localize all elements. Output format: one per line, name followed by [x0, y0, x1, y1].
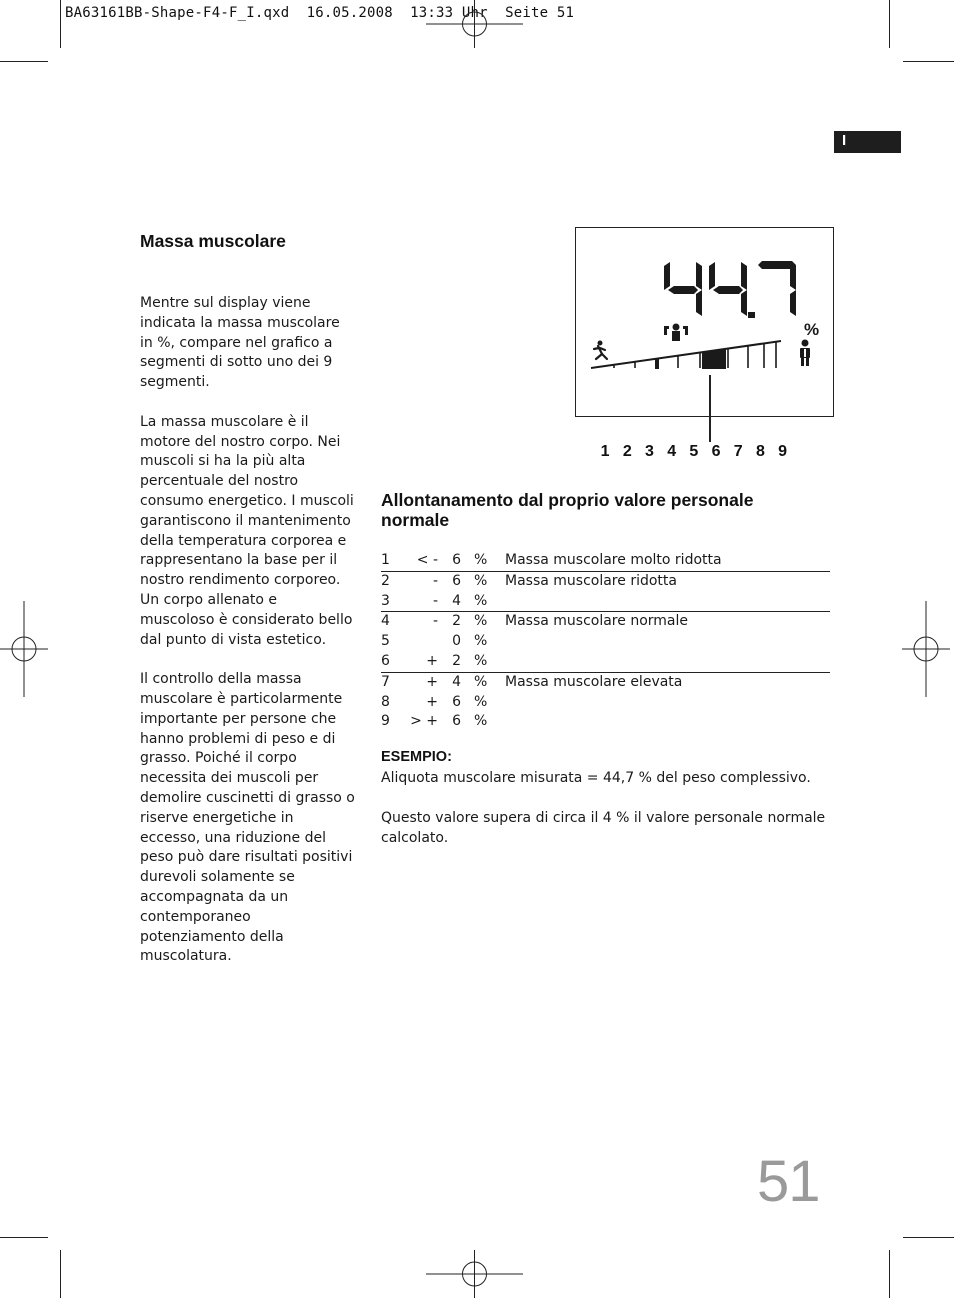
row-unit: % — [474, 552, 488, 568]
segment-number: 3 — [645, 443, 654, 460]
segment-number: 2 — [622, 443, 632, 460]
row-operator: + — [426, 673, 438, 690]
lcd-unit: % — [804, 320, 820, 339]
registration-mark-bottom-icon — [426, 1250, 523, 1298]
registration-mark-top-icon — [426, 0, 523, 48]
row-description: Massa muscolare ridotta — [505, 572, 677, 589]
row-operator: + — [426, 693, 438, 710]
crop-mark-bl-v — [60, 1250, 61, 1298]
segment-number: 7 — [733, 443, 743, 460]
language-tab-label: I — [842, 132, 847, 149]
row-value: 4 — [452, 673, 461, 690]
segment-bar-graph — [591, 341, 781, 369]
row-value: 2 — [452, 613, 461, 630]
table-row — [381, 712, 830, 732]
lcd-display — [575, 227, 834, 417]
example-line-1: Aliquota muscolare misurata = 44,7 % del peso complessivo. — [381, 770, 811, 786]
table-row — [381, 652, 830, 672]
page-number: 51 — [757, 1149, 820, 1214]
row-operator: - — [432, 572, 438, 589]
runner-icon — [594, 341, 607, 360]
row-value: 6 — [452, 552, 461, 568]
row-number: 8 — [381, 693, 390, 710]
example-label: ESEMPIO: — [381, 749, 452, 765]
row-number: 7 — [381, 673, 390, 690]
paragraph: La massa muscolare è il motore del nostro corpo. Nei muscoli si ha la più alta percentuale del nostro consumo energetico. I muscoli garantiscono il mantenimento della temperatura corporea e rappresentano la base per il nostro rendimento corporeo. Un corpo allenato e muscoloso è considerato bello dal punto di vista estetico. — [140, 413, 354, 648]
row-number: 9 — [381, 713, 390, 730]
paragraph: Mentre sul display viene indicata la massa muscolare in %, compare nel grafico a segmenti di sotto uno dei 9 segmenti. — [140, 295, 340, 391]
row-unit: % — [474, 572, 488, 589]
crop-mark-tl-h — [0, 61, 48, 62]
crop-mark-tr-h — [903, 61, 954, 62]
registration-mark-right-icon — [902, 601, 950, 697]
file-slug: BA63161BB-Shape-F4-F_I.qxd 16.05.2008 13:33 Uhr Seite 51 — [65, 5, 575, 21]
row-unit: % — [474, 633, 488, 650]
row-number: 4 — [381, 613, 390, 630]
lcd-digits — [664, 261, 796, 318]
lcd-illustration — [576, 228, 833, 416]
table-row — [381, 693, 830, 713]
row-value: 6 — [452, 693, 461, 710]
row-unit: % — [474, 693, 488, 710]
row-description: Massa muscolare elevata — [505, 673, 683, 690]
row-number: 1 — [381, 552, 390, 568]
table-row — [381, 571, 830, 592]
crop-mark-br-v — [889, 1250, 890, 1298]
segment-number: 6 — [711, 443, 721, 460]
segment-number: 1 — [600, 443, 610, 460]
table-row — [381, 632, 830, 652]
left-column-text — [140, 294, 355, 987]
segment-number: 5 — [689, 443, 699, 460]
row-unit: % — [474, 673, 488, 690]
section-heading-deviation: Allontanamento dal proprio valore personale normale — [381, 490, 754, 530]
row-unit: % — [474, 592, 488, 609]
row-operator: + — [426, 652, 438, 669]
segment-number: 9 — [778, 443, 788, 460]
muscle-icon — [664, 324, 688, 342]
section-heading-muscle-mass: Massa muscolare — [140, 231, 286, 251]
row-unit: % — [474, 713, 488, 730]
row-description: Massa muscolare normale — [505, 613, 688, 630]
table-row — [381, 551, 830, 571]
segment-number: 8 — [755, 443, 765, 460]
row-number: 6 — [381, 652, 390, 669]
row-description: Massa muscolare molto ridotta — [505, 552, 722, 568]
paragraph: Il controllo della massa muscolare è particolarmente importante per persone che hanno problemi di peso e di grasso. Poiché il corpo necessita dei muscoli per demolire cuscinetti di grasso o riserve energetiche in eccesso, una riduzione del peso può dare risultati positivi durevoli solamente se accompagnata da un contemporaneo potenziamento della muscolatura. — [140, 671, 355, 965]
crop-mark-tr-v — [889, 0, 890, 48]
row-operator: - — [432, 613, 438, 630]
crop-mark-br-h — [903, 1237, 954, 1238]
row-value: 2 — [452, 652, 461, 669]
row-value: 4 — [452, 592, 461, 609]
registration-mark-left-icon — [0, 601, 48, 697]
row-value: 0 — [452, 633, 461, 650]
segment-pointer — [709, 375, 711, 442]
row-number: 2 — [381, 572, 390, 589]
row-number: 3 — [381, 592, 390, 609]
example-line-2: Questo valore supera di circa il 4 % il valore personale normale calcolato. — [381, 810, 826, 846]
person-icon — [800, 340, 810, 367]
row-operator: - — [432, 592, 438, 609]
row-value: 6 — [452, 572, 461, 589]
segment-number: 4 — [667, 443, 677, 460]
crop-mark-tl-v — [60, 0, 61, 48]
segment-numbers — [594, 443, 794, 461]
table-row — [381, 592, 830, 612]
deviation-table — [381, 551, 830, 732]
row-value: 6 — [452, 713, 461, 730]
language-tab — [834, 131, 901, 153]
row-operator: > + — [410, 713, 438, 730]
table-row — [381, 672, 830, 693]
row-number: 5 — [381, 633, 390, 650]
row-unit: % — [474, 652, 488, 669]
row-unit: % — [474, 613, 488, 630]
row-operator: < - — [416, 552, 438, 568]
table-row — [381, 611, 830, 632]
crop-mark-bl-h — [0, 1237, 48, 1238]
